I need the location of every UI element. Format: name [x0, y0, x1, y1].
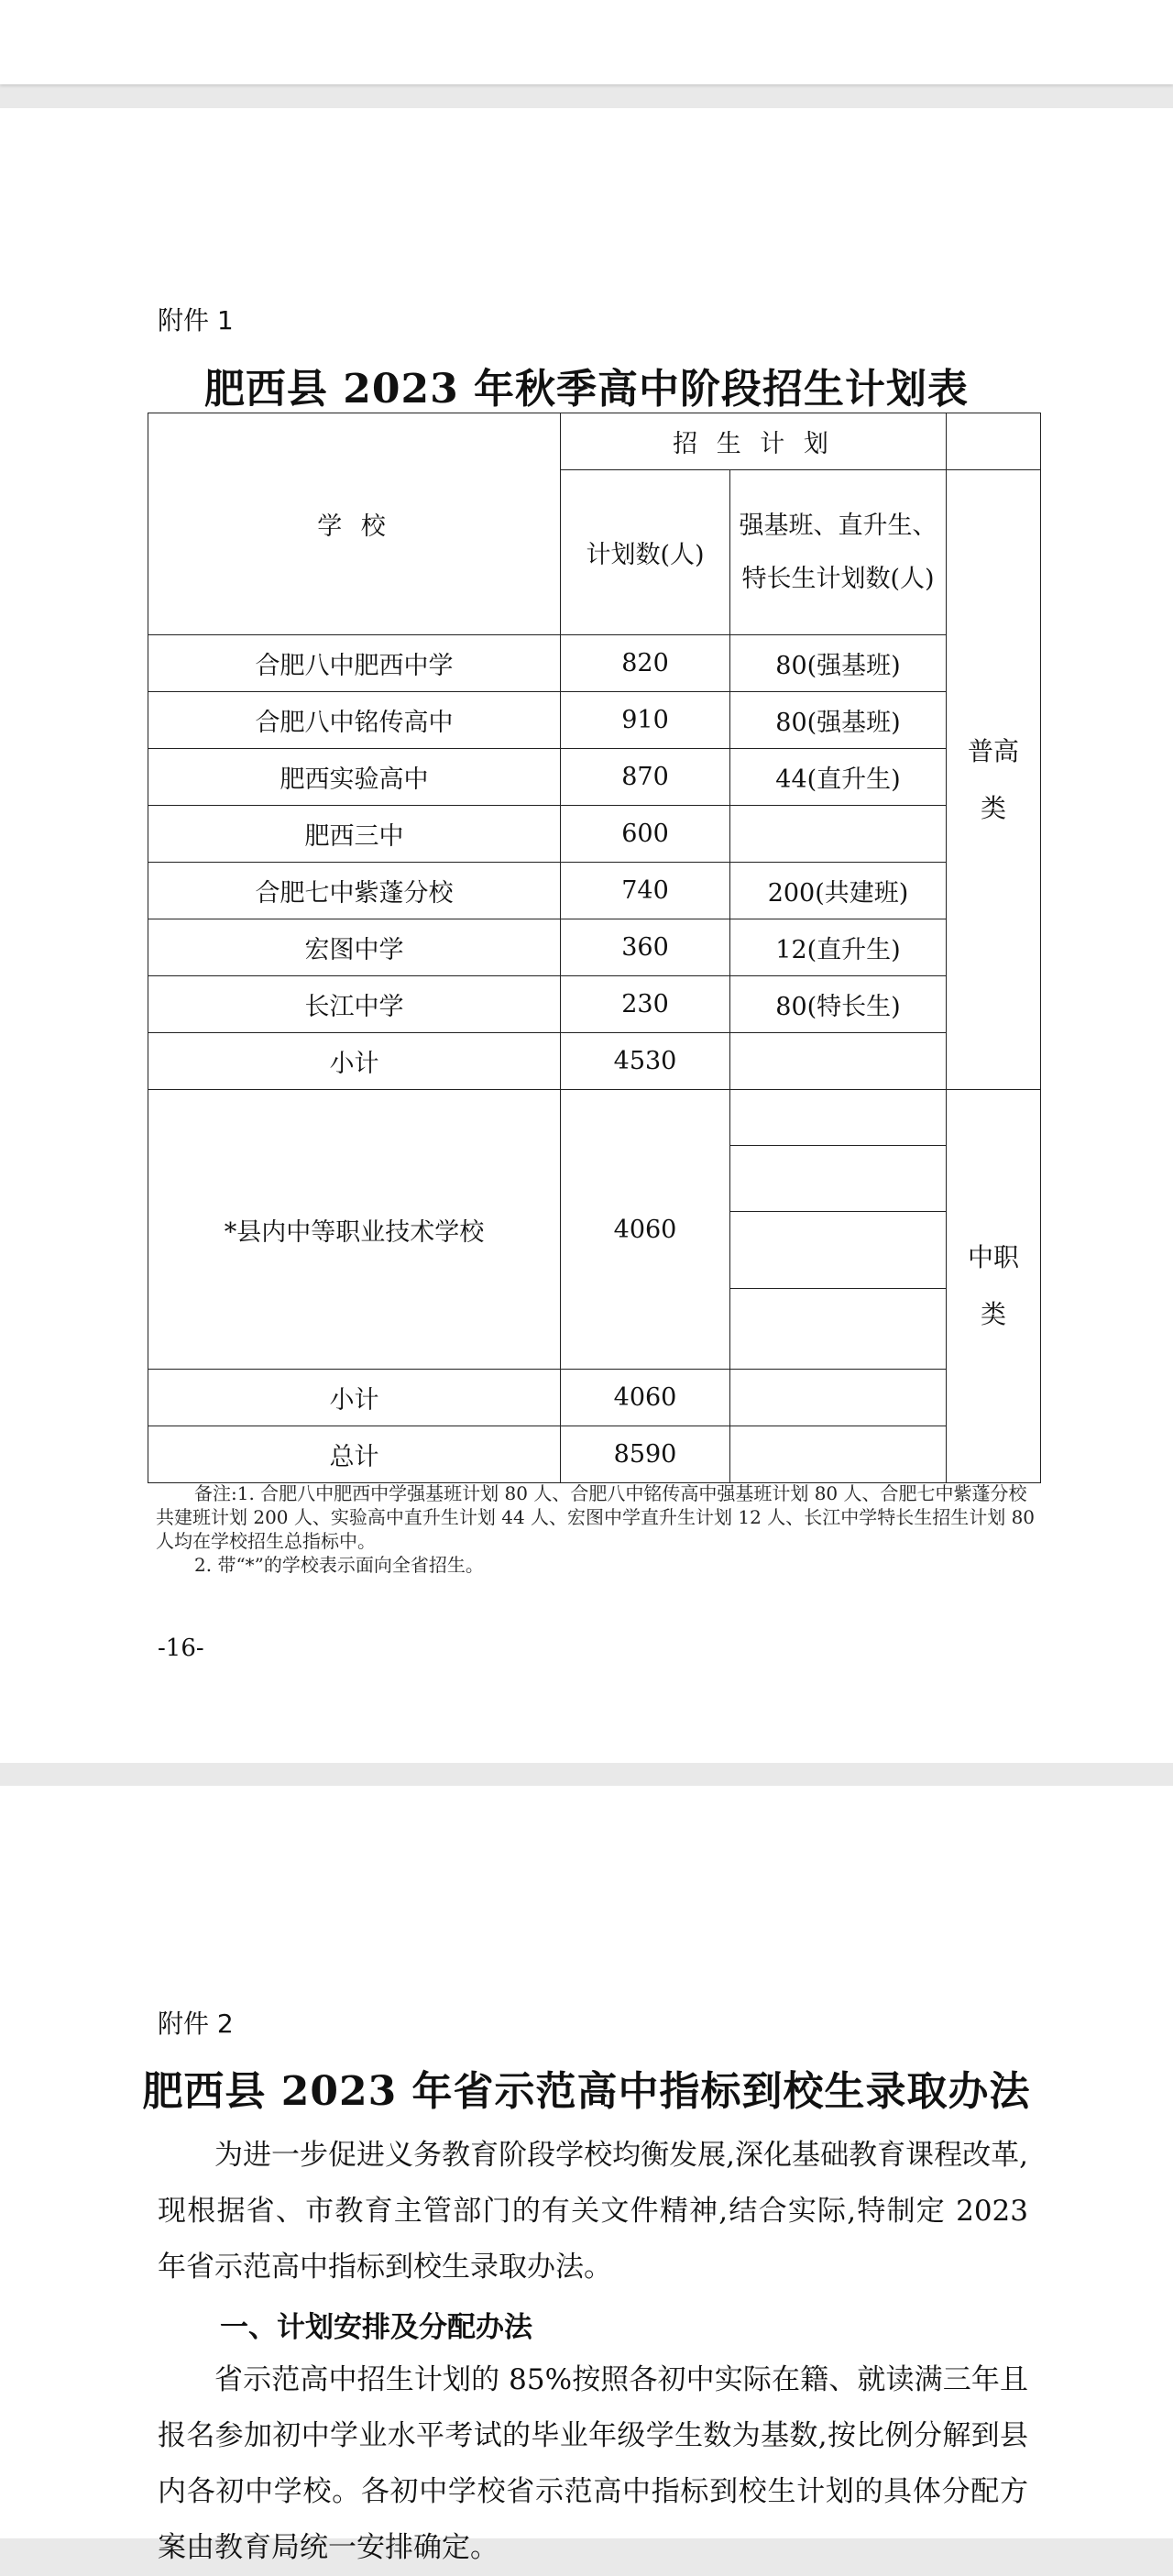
empty-cell — [730, 1090, 946, 1145]
total-value: 8590 — [561, 1426, 730, 1483]
table-note-2: 2. 带“*”的学校表示面向全省招生。 — [194, 1554, 484, 1576]
special-plan: 200(共建班) — [730, 863, 947, 919]
plan-count: 600 — [561, 806, 730, 863]
plan-count: 740 — [561, 863, 730, 919]
empty-cell — [730, 1288, 946, 1369]
school-name: 肥西三中 — [148, 806, 561, 863]
count-header: 计划数(人) — [561, 470, 730, 635]
empty-cell — [730, 1370, 947, 1426]
table-row — [148, 806, 1041, 863]
section-heading: 一、计划安排及分配办法 — [220, 2311, 532, 2344]
attachment-label: 附件 1 — [158, 305, 234, 336]
school-name: 宏图中学 — [148, 919, 561, 976]
special-plan: 80(特长生) — [730, 976, 947, 1033]
empty-cell — [730, 1211, 946, 1288]
school-name: *县内中等职业技术学校 — [148, 1090, 561, 1370]
vocational-special-cells — [730, 1090, 947, 1370]
plan-count: 820 — [561, 635, 730, 692]
empty-cell — [730, 1426, 947, 1483]
table-row — [148, 692, 1041, 749]
table-row — [148, 635, 1041, 692]
total-label: 总计 — [148, 1426, 561, 1483]
category-general: 普高类 — [947, 470, 1041, 1090]
school-header: 学 校 — [148, 413, 561, 635]
plan-count: 360 — [561, 919, 730, 976]
school-name: 长江中学 — [148, 976, 561, 1033]
table-row — [148, 919, 1041, 976]
vocational-row — [148, 1090, 1041, 1370]
subtotal-label: 小计 — [148, 1033, 561, 1090]
empty-cell — [730, 1145, 946, 1211]
document-page-17 — [0, 1786, 1173, 2564]
empty-cell — [730, 1033, 947, 1090]
school-name: 合肥七中紫蓬分校 — [148, 863, 561, 919]
subtotal-label: 小计 — [148, 1370, 561, 1426]
plan-count: 230 — [561, 976, 730, 1033]
school-name: 合肥八中肥西中学 — [148, 635, 561, 692]
intro-paragraph: 为进一步促进义务教育阶段学校均衡发展,深化基础教育课程改革,现根据省、市教育主管部门的有关文件精神,结合实际,特制定 2023 年省示范高中指标到校生录取办法。 — [158, 2139, 1028, 2284]
subtotal-row — [148, 1033, 1041, 1090]
page-title: 肥西县 2023 年秋季高中阶段招生计划表 — [203, 366, 970, 413]
plan-header: 招 生 计 划 — [561, 413, 947, 470]
plan-count: 870 — [561, 749, 730, 806]
section-paragraph: 省示范高中招生计划的 85%按照各初中实际在籍、就读满三年且报名参加初中学业水平考试的毕业年级学生数为基数,按比例分解到县内各初中学校。各初中学校省示范高中指标到校生计划的具体分配方案由教育局统一安排确定。 — [158, 2363, 1028, 2564]
total-row — [148, 1426, 1041, 1483]
page-number: -16- — [158, 1635, 204, 1662]
special-header: 强基班、直升生、特长生计划数(人) — [730, 470, 947, 635]
vocational-subcells — [730, 1090, 946, 1369]
empty-header-cell — [947, 413, 1041, 470]
plan-count: 4060 — [561, 1090, 730, 1370]
subtotal-value: 4530 — [561, 1033, 730, 1090]
subtotal-value: 4060 — [561, 1370, 730, 1426]
school-name: 合肥八中铭传高中 — [148, 692, 561, 749]
table-note-1: 备注:1. 合肥八中肥西中学强基班计划 80 人、合肥八中铭传高中强基班计划 80 人、合肥七中紫蓬分校共建班计划 200 人、实验高中直升生计划 44 人、宏图中学直升生计划 12 人、长江中学特长生招生计划 80 人均在学校招生总指标中。 — [156, 1482, 1036, 1552]
category-vocational: 中职类 — [947, 1090, 1041, 1483]
previous-page-bottom — [0, 0, 1173, 84]
attachment-label: 附件 2 — [158, 2009, 234, 2039]
enrollment-plan-table — [148, 413, 1041, 1483]
plan-count: 910 — [561, 692, 730, 749]
special-plan — [730, 806, 947, 863]
special-plan: 80(强基班) — [730, 635, 947, 692]
subtotal-row — [148, 1370, 1041, 1426]
special-plan: 12(直升生) — [730, 919, 947, 976]
special-plan: 80(强基班) — [730, 692, 947, 749]
special-plan: 44(直升生) — [730, 749, 947, 806]
document-page-16 — [0, 108, 1173, 1763]
school-name: 肥西实验高中 — [148, 749, 561, 806]
table-row — [148, 976, 1041, 1033]
section-title: 肥西县 2023 年省示范高中指标到校生录取办法 — [142, 2068, 1031, 2115]
table-row — [148, 749, 1041, 806]
table-row — [148, 863, 1041, 919]
